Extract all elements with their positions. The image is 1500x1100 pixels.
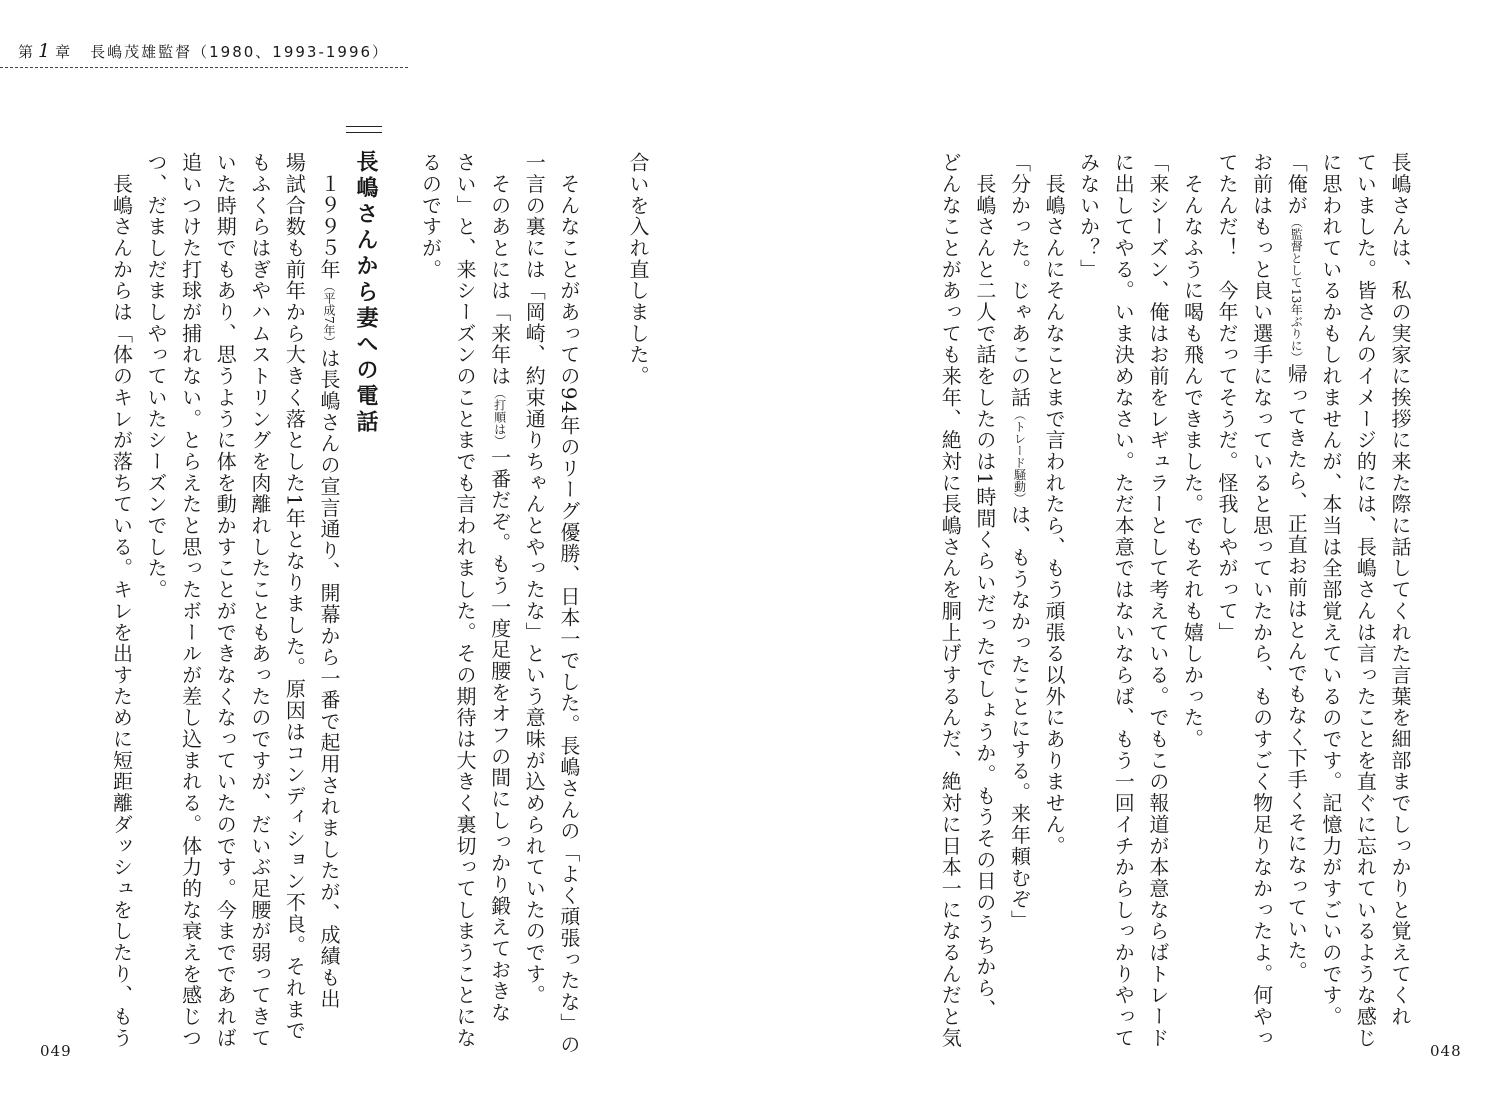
header-divider bbox=[0, 67, 408, 68]
text-column bbox=[586, 152, 621, 1032]
inline-annotation: （トレード騒動） bbox=[1012, 408, 1027, 505]
text-column: ていました。皆さんのイメージ的には、長嶋さんは言ったことを直ぐに忘れているような感じ bbox=[1353, 152, 1378, 1049]
text-column: そんなふうに喝も飛んできました。でもそれも嬉しかった。 bbox=[1180, 152, 1205, 750]
text-column: いた時期でもあり、思うように体を動かすことができなくなっていたのです。今までであれば bbox=[213, 152, 238, 1049]
text-column: どんなことがあっても来年、絶対に長嶋さんを胴上げするんだ、絶対に日本一になるんだと気 bbox=[938, 152, 963, 1049]
left-page-body-top bbox=[405, 152, 655, 1056]
chapter-suffix: 章 bbox=[55, 43, 73, 61]
text-column: そのあとには「来年は（打順は）一番だぞ。もう一度足腰をオフの間にしっかり鍛えておきな bbox=[487, 152, 512, 1024]
text-column: さい」と、来シーズンのことまでも言われました。その期待は大きく裏切ってしまうことにな bbox=[453, 152, 478, 1049]
page-number-right: 048 bbox=[1430, 1042, 1462, 1060]
text-column: １９９５年（平成7年）は長嶋さんの宣言通り、開幕から一番で起用されましたが、成績も出 bbox=[317, 152, 341, 1010]
text-column: 長嶋さんと二人で話をしたのは1時間くらいだったでしょうか。もうその日のうちから、 bbox=[972, 152, 997, 1021]
chapter-title: 長嶋茂雄監督（1980、1993-1996） bbox=[90, 43, 390, 61]
left-page-body-section bbox=[86, 152, 346, 1049]
text-column: お前はもっと良い選手になっていると思っていたから、ものすごく物足りなかったよ。何やっ bbox=[1249, 152, 1274, 1049]
section-heading: 長嶋さんから妻への電話 bbox=[353, 150, 378, 436]
chapter-prefix: 第 bbox=[18, 43, 36, 61]
text-column: そんなことがあっての94年のリーグ優勝、日本一でした。長嶋さんの「よく頑張ったな」の bbox=[556, 152, 581, 1056]
chapter-number: 1 bbox=[38, 40, 53, 62]
text-column: もふくらはぎやハムストリングを肉離れしたこともあったのですが、だいぶ足腰が弱ってきて bbox=[247, 152, 272, 1049]
text-column: 合いを入れ直しました。 bbox=[626, 152, 650, 387]
text-column: 「分かった。じゃあこの話（トレード騒動）は、もうなかったことにする。来年頼むぞ」 bbox=[1007, 152, 1032, 932]
text-column: 一言の裏には「岡崎、約束通りちゃんとやったな」という意味が込められていたのです。 bbox=[522, 152, 547, 1006]
text-column: 「来シーズン、俺はお前をレギュラーとして考えている。でもこの報道が本意ならばトレード bbox=[1145, 152, 1170, 1049]
text-column: るのですが。 bbox=[418, 152, 443, 281]
text-column: 「俺が（監督として13年ぶりに）帰ってきたら、正直お前はとんでもなく下手くそになっていた。 bbox=[1284, 152, 1309, 983]
text-column: 場試合数も前年から大きく落とした1年となりました。原因はコンディション不良。それまで bbox=[282, 152, 307, 1042]
text-column: てたんだ！ 今年だってそうだ。怪我しやがって」 bbox=[1215, 152, 1240, 644]
text-column: みないか？」 bbox=[1076, 152, 1101, 281]
text-column: 追いつけた打球が捕れない。とらえたと思ったボールが差し込まれる。体力的な衰えを感じつ bbox=[178, 152, 203, 1049]
text-column: 長嶋さんからは「体のキレが落ちている。キレを出すために短距離ダッシュをしたり、もう bbox=[109, 152, 134, 1049]
text-column: 長嶋さんは、私の実家に挨拶に来た際に話してくれた言葉を細部までしっかりと覚えてくれ bbox=[1388, 152, 1412, 1028]
text-column: 長嶋さんにそんなことまで言われたら、もう頑張る以外にありません。 bbox=[1042, 152, 1067, 857]
text-column: に思われているかもしれませんが、本当は全部覚えているのです。記憶力がすごいのです。 bbox=[1318, 152, 1343, 1028]
inline-annotation: （平成7年） bbox=[322, 280, 336, 348]
text-column: に出してやる。いま決めなさい。ただ本意ではないならば、もう一回イチからしっかりやって bbox=[1111, 152, 1136, 1049]
text-column: つ、だましだましやっていたシーズンでした。 bbox=[144, 152, 169, 601]
right-page-body bbox=[842, 152, 1417, 1049]
inline-annotation: （打順は） bbox=[492, 386, 507, 447]
section-heading-rule bbox=[346, 126, 382, 133]
inline-annotation: （監督として13年ぶりに） bbox=[1289, 216, 1304, 364]
running-header bbox=[18, 40, 389, 64]
page-number-left: 049 bbox=[40, 1042, 72, 1060]
